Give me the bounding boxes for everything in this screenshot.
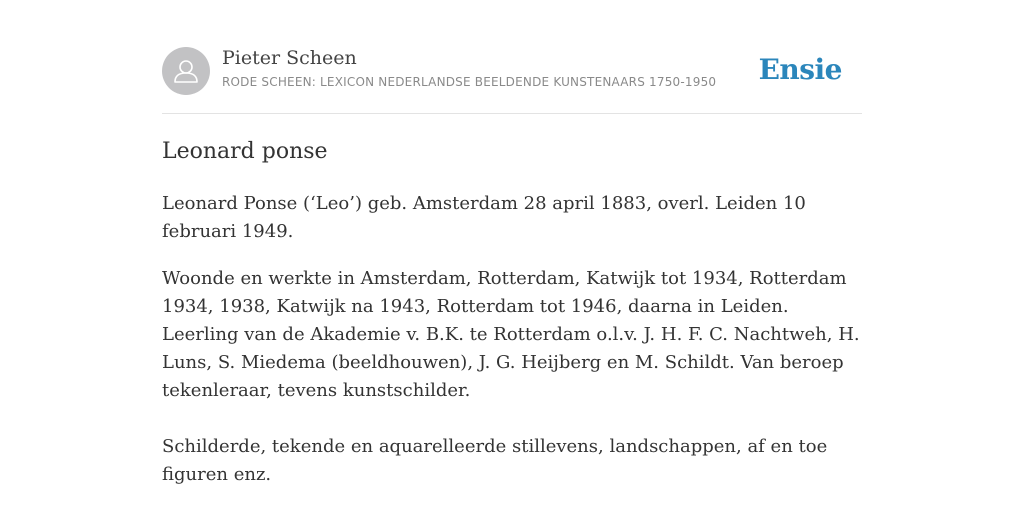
article-header bbox=[162, 46, 862, 96]
ensie-logo[interactable]: Ensie bbox=[758, 53, 842, 86]
source-reference[interactable]: RODE SCHEEN: LEXICON NEDERLANDSE BEELDENDE KUNSTENAARS 1750-1950 bbox=[222, 75, 717, 89]
author-name[interactable]: Pieter Scheen bbox=[222, 47, 357, 69]
article-paragraph: Woonde en werkte in Amsterdam, Rotterdam, Katwijk tot 1934, Rotterdam 1934, 1938, Katwijk na 1943, Rotterdam tot 1946, daarna in Leiden. Leerling van de Akademie v. B.K. te Rotterdam o.l.v. J. H. F. C. Nachtweh, H. Luns, S. Miedema (beeldhouwen), J. G. Heijberg en M. Schildt. Van beroep tekenleraar, tevens kunstschilder. bbox=[162, 268, 860, 401]
author-avatar[interactable] bbox=[162, 47, 210, 95]
article-paragraph: Leonard Ponse (‘Leo’) geb. Amsterdam 28 april 1883, overl. Leiden 10 februari 1949. bbox=[162, 193, 806, 242]
header-divider bbox=[162, 113, 862, 114]
article-title: Leonard ponse bbox=[162, 139, 328, 164]
article-paragraph: Schilderde, tekende en aquarelleerde stillevens, landschappen, af en toe figuren enz. bbox=[162, 436, 828, 485]
user-silhouette-icon bbox=[162, 47, 210, 95]
